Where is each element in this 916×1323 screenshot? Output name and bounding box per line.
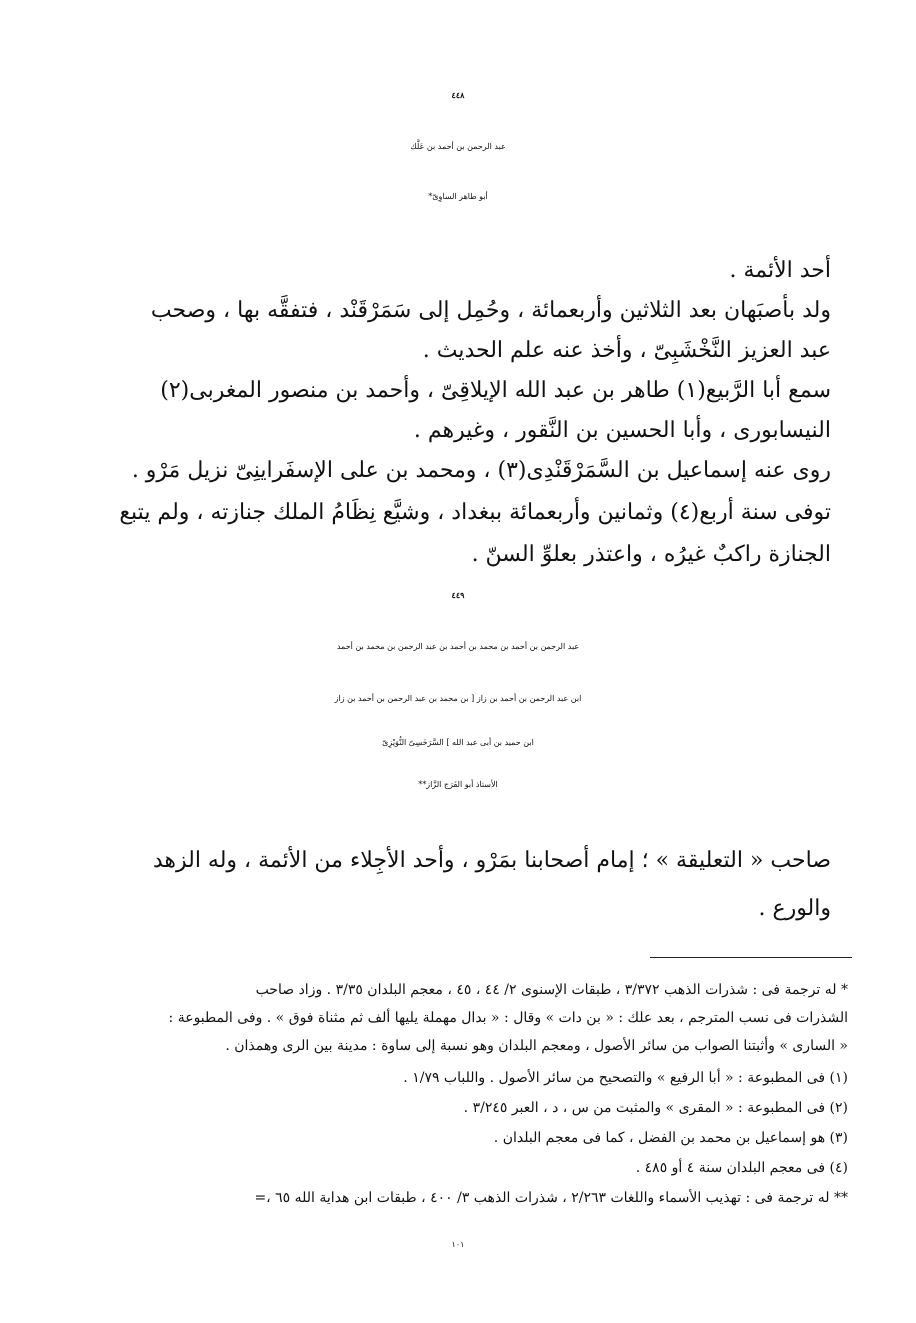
entry-448-number: ٤٤٨ (451, 90, 465, 100)
footnote-line-4: (١) فى المطبوعة : « أبا الرفيع » والتصحيح من سائر الأصول . واللباب ١/٧٩ . (403, 1070, 848, 1086)
footnote-line-3: « السارى » وأثبتنا الصواب من سائر الأصول ، ومعجم البلدان وهو نسبة إلى ساوة : مدينة بين الرى وهمذان . (225, 1038, 848, 1054)
entry-448-line-3: عبد العزيز النَّخْشَبِىّ ، وأخذ عنه علم الحديث . (422, 338, 831, 363)
footnote-line-5: (٢) فى المطبوعة : « المقرى » والمثبت من س ، د ، العبر ٣/٢٤٥ . (463, 1100, 848, 1116)
entry-448-name: عبد الرحمن بن أحمد بن عَلَّك (410, 142, 506, 151)
footnote-line-6: (٣) هو إسماعيل بن محمد بن الفضل ، كما فى معجم البلدان . (493, 1130, 848, 1146)
entry-448-kunya: أبو طاهر الساوِىّ* (428, 192, 488, 201)
entry-449-name-line-4: الأستاذ أبو الفَرَج الزَّاز** (418, 780, 498, 789)
page-number: ١٠١ (451, 1240, 465, 1249)
entry-448-line-7: توفى سنة أربع(٤) وثمانين وأربعمائة ببغداد ، وشيَّع نِظَامُ الملك جنازته ، ولم يتبع (119, 500, 831, 525)
entry-448-line-5: النيسابورى ، وأبا الحسين بن النَّقور ، وغيرهم . (413, 418, 831, 443)
footnote-line-2: الشذرات فى نسب المترجم ، بعد علك : « بن دات » وقال : « بدال مهملة يليها ألف ثم مثناة فوق » . وفى المطبوعة : (168, 1010, 848, 1026)
footnote-line-7: (٤) فى معجم البلدان سنة ٤ أو ٤٨٥ . (635, 1160, 848, 1176)
entry-449-name-line-2: ابن عبد الرحمن بن أحمد بن زاز [ بن محمد بن عبد الرحمن بن أحمد بن زاز (334, 694, 582, 703)
footnote-separator (650, 957, 852, 958)
footnote-line-8: ** له ترجمة فى : تهذيب الأسماء واللغات ٢/٢٦٣ ، شذرات الذهب ٣/ ٤٠٠ ، طبقات ابن هداية الله ٦٥ ،= (254, 1190, 848, 1206)
entry-448-line-1: أحد الأئمة . (729, 258, 831, 283)
entry-449-name-line-3: ابن حميد بن أبى عبد الله ] السَّرَخَسِىّ النُّوَيْزِىّ (382, 738, 534, 747)
entry-449-line-2: والورع . (758, 896, 831, 921)
entry-448-line-2: ولد بأصبَهان بعد الثلاثين وأربعمائة ، وحُمِل إلى سَمَرْقَنْد ، فتفقَّه بها ، وصحب (150, 298, 831, 323)
entry-448-line-4: سمع أبا الرَّبيع(١) طاهر بن عبد الله الإيلاقِىّ ، وأحمد بن منصور المغربى(٢) (160, 378, 831, 403)
entry-449-line-1: صاحب « التعليقة » ؛ إمام أصحابنا بمَرْو ، وأحد الأجِلاء من الأئمة ، وله الزهد (152, 848, 831, 873)
entry-449-name-line-1: عبد الرحمن بن أحمد بن محمد بن أحمد بن عبد الرحمن بن محمد بن أحمد (336, 642, 580, 651)
entry-448-line-6: روى عنه إسماعيل بن السَّمَرْقَنْدِى(٣) ، ومحمد بن على الإسفَراينِىّ نزيل مَرْو . (131, 458, 831, 483)
entry-449-number: ٤٤٩ (451, 590, 465, 600)
entry-448-line-8: الجنازة راكبٌ غيرُه ، واعتذر بعلوِّ السنّ . (471, 542, 831, 567)
footnote-line-1: * له ترجمة فى : شذرات الذهب ٣/٣٧٢ ، طبقات الإسنوى ٢/ ٤٤ ، ٤٥ ، معجم البلدان ٣/٣٥ . وزاد صاحب (255, 982, 848, 998)
